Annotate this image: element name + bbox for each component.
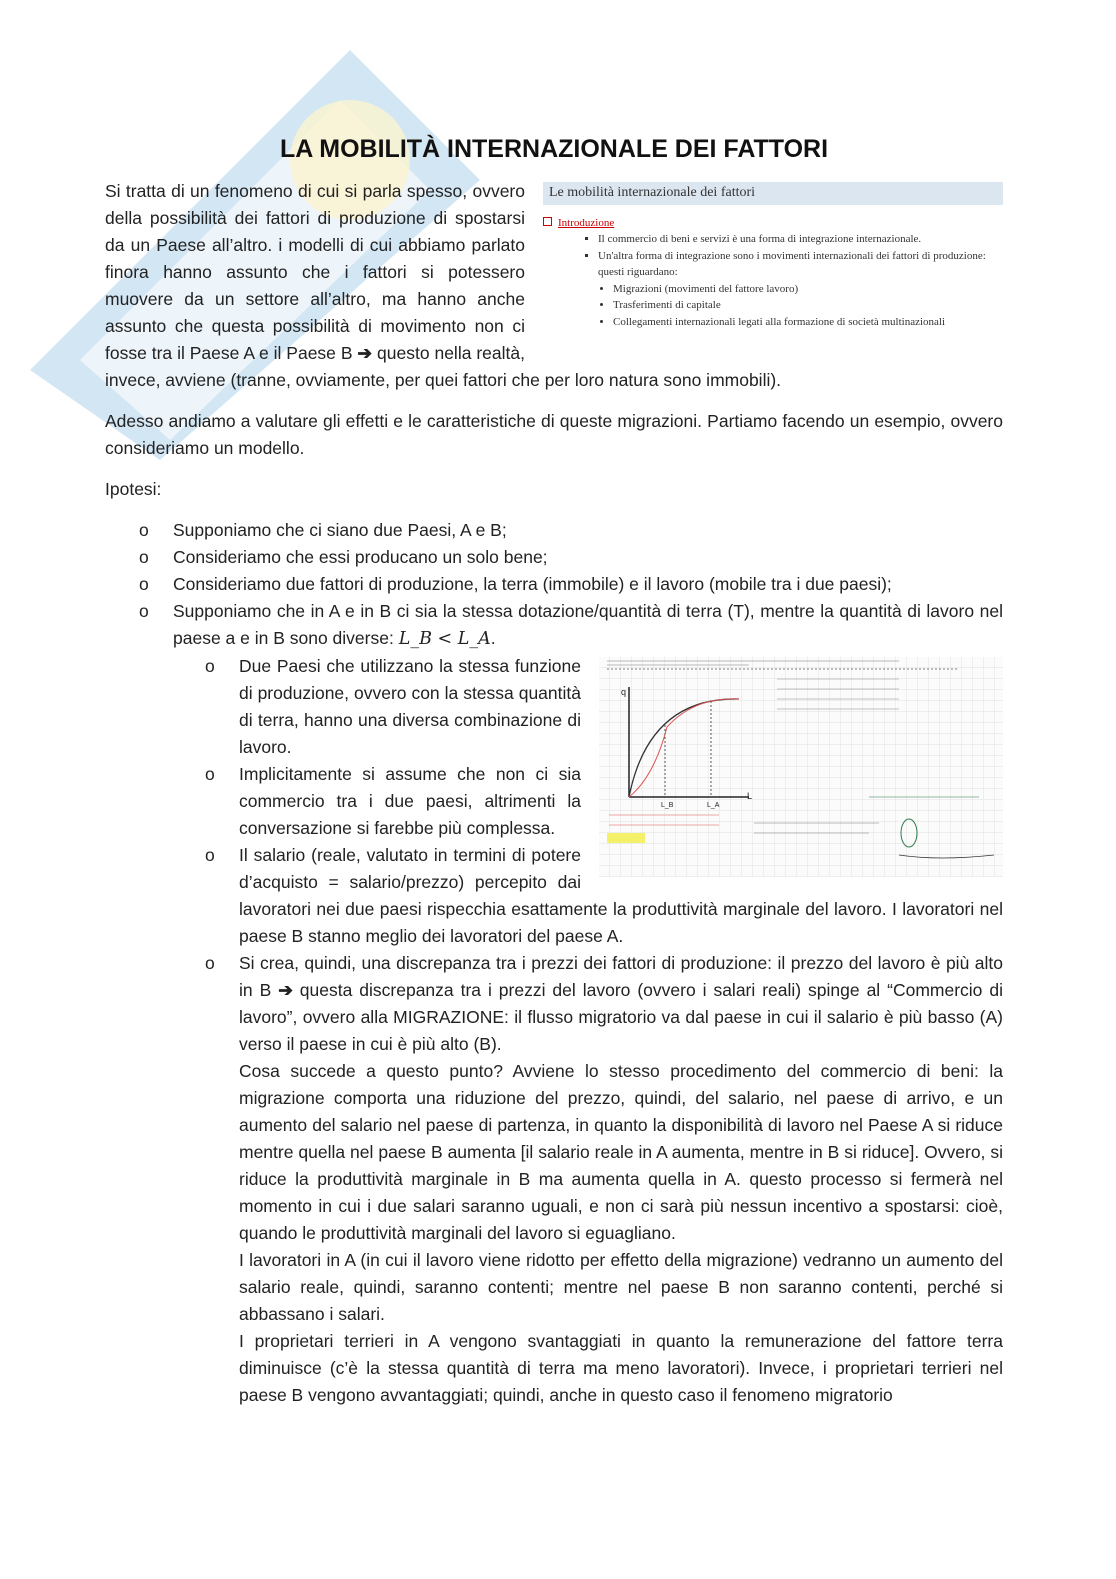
slide-title: Le mobilità internazionale dei fattori [543,182,1003,205]
axis-l-label: L [747,791,753,801]
slide-image [543,182,1003,342]
list-item: o Consideriamo che essi producano un solo bene; [173,544,1003,571]
list-item: o Supponiamo che ci siano due Paesi, A e B; [173,517,1003,544]
slide-bullet: ▪ Un'altra forma di integrazione sono i movimenti internazionali dei fattori di produzione: questi riguardano: [598,248,1003,281]
paragraph-effects: Adesso andiamo a valutare gli effetti e le caratteristiche di queste migrazioni. Partiamo facendo un esempio, ovvero consideriamo un modello. [105,411,1003,458]
sub-list [173,653,1003,1409]
axis-q-label: o q [621,687,627,697]
paragraph: I proprietari terrieri in A vengono svantaggiati in quanto la remunerazione del fattore terra diminuisce (c’è la stessa quantità di terra ma meno lavoratori). Invece, i proprietari terrieri nel paese B vengono avvantaggiati; quindi, anche in questo caso il fenomeno migratorio [239,1331,1003,1405]
list-item: o Consideriamo due fattori di produzione, la terra (immobile) e il lavoro (mobile tra i due paesi); [173,571,1003,598]
list-item: o Implicitamente si assume che non ci sia commercio tra i due paesi, altrimenti la conversazione si farebbe più complessa. [239,761,1003,842]
inequality-period: . [490,628,496,648]
list-item-text: Due Paesi che utilizzano la stessa funzione di produzione, ovvero con la stessa quantità di terra, hanno una diversa combinazione di lavoro. [239,656,581,757]
document-page [105,132,1003,1409]
paragraph: I lavoratori in A (in cui il lavoro viene ridotto per effetto della migrazione) vedranno un aumento del salario reale, quindi, saranno contenti; mentre nel paese B non saranno contenti, perché si abbassano i salari. [239,1250,1003,1324]
paragraph-hypotheses-label: Ipotesi: [105,479,162,499]
list-item-text: Supponiamo che in A e in B ci sia la stessa dotazione/quantità di terra (T), mentre la quantità di lavoro nel paese a e in B sono diverse: [173,601,1003,648]
intro-text: Si tratta di un fenomeno di cui si parla spesso, ovvero della possibilità dei fattori di produzione di spostarsi da un Paese all’altro. i modelli di cui abbiamo parlato finora hanno assunto che i fattori si potessero muovere da un settore all’altro, ma hanno anche assunto che questa possibilità di movimento non ci fosse tra il Paese A e il Paese B [105,181,525,363]
list-item [173,598,1003,1409]
intro-continuation: questo nella realtà, invece, avviene (tranne, ovviamente, per quei fattori che per loro natura sono immobili). [105,343,782,390]
checkbox-square-icon [543,217,552,226]
list-item: o Si crea, quindi, una discrepanza tra i prezzi dei fattori di produzione: il prezzo del lavoro è più alto in B ➔ questa discrepanza tra i prezzi del lavoro (ovvero i salari reali) spinge al “Commercio di lavoro”, ovvero alla MIGRAZIONE: il flusso migratorio va dal paese in cui il salario è più basso (A) verso il paese in cui è più alto (B). Cosa succede a questo punto? Avviene lo stesso procedimento del commercio di beni: la migrazione comporta una riduzione del prezzo, quindi, del salario, nel paese di arrivo, e un aumento del salario nel paese di partenza, in quanto la disponibilità di lavoro nel Paese A si riduce mentre quella nel paese B aumenta [il salario reale in A aumenta, mentre in B si riduce]. Ovvero, si riduce la produttività marginale in B ma aumenta quella in A. questo processo si fermerà nel momento in cui i due salari saranno uguali, e non ci sarà più nessun incentivo a spostarsi: cioè, quando le produttività marginali del lavoro si eguagliano. I lavoratori in A (in cui il lavoro viene ridotto per effetto della migrazione) vedranno un aumento del salario reale, quindi, saranno contenti; mentre nel paese B non saranno contenti, perché si abbassano i salari. I proprietari terrieri in A vengono svantaggiati in quanto la remunerazione del fattore terra diminuisce (c’è la stessa quantità di terra ma meno lavoratori). Invece, i proprietari terrieri nel paese B vengono avvantaggiati; quindi, anche in questo caso il fenomeno migratorio [239,950,1003,1409]
tick-la-label: L_A [707,802,720,809]
slide-sub-bullet: • Collegamenti internazionali legati alla formazione di società multinazionali [613,314,1003,331]
arrow-right-icon: ➔ [278,980,293,1000]
hypotheses-list [105,517,1003,1409]
slide-bullet: ▪ Il commercio di beni e servizi è una forma di integrazione internazionale. [598,231,1003,248]
slide-sub-bullet: • Trasferimenti di capitale [613,297,1003,314]
slide-sub-bullet: • Migrazioni (movimenti del fattore lavoro) [613,281,1003,298]
page-title: LA MOBILITÀ INTERNAZIONALE DEI FATTORI [279,135,829,163]
slide-section: Introduzione [558,216,615,229]
inequality-formula: L_B < L_A [398,629,491,649]
paragraph: Cosa succede a questo punto? Avviene lo stesso procedimento del commercio di beni: la migrazione comporta una riduzione del prezzo, quindi, del salario, nel paese di arrivo, e un aumento del salario nel paese di partenza, in quanto la disponibilità di lavoro nel Paese A si riduce mentre quella nel paese B aumenta [il salario reale in A aumenta, mentre in B si riduce]. Ovvero, si riduce la produttività marginale in B ma aumenta quella in A. questo processo si fermerà nel momento in cui i due salari saranno uguali, e non ci sarà più nessun incentivo a spostarsi: cioè, quando le produttività marginali del lavoro si eguagliano. [239,1061,1003,1243]
tick-lb-label: L_B [661,802,674,809]
list-item: o Il salario (reale, valutato in termini di potere d’acquisto = salario/prezzo) percepito dai lavoratori nei due paesi rispecchia esattamente la produttività marginale del lavoro. I lavoratori nel paese B stanno meglio dei lavoratori del paese A. [239,842,1003,950]
arrow-right-icon: ➔ [357,343,373,363]
